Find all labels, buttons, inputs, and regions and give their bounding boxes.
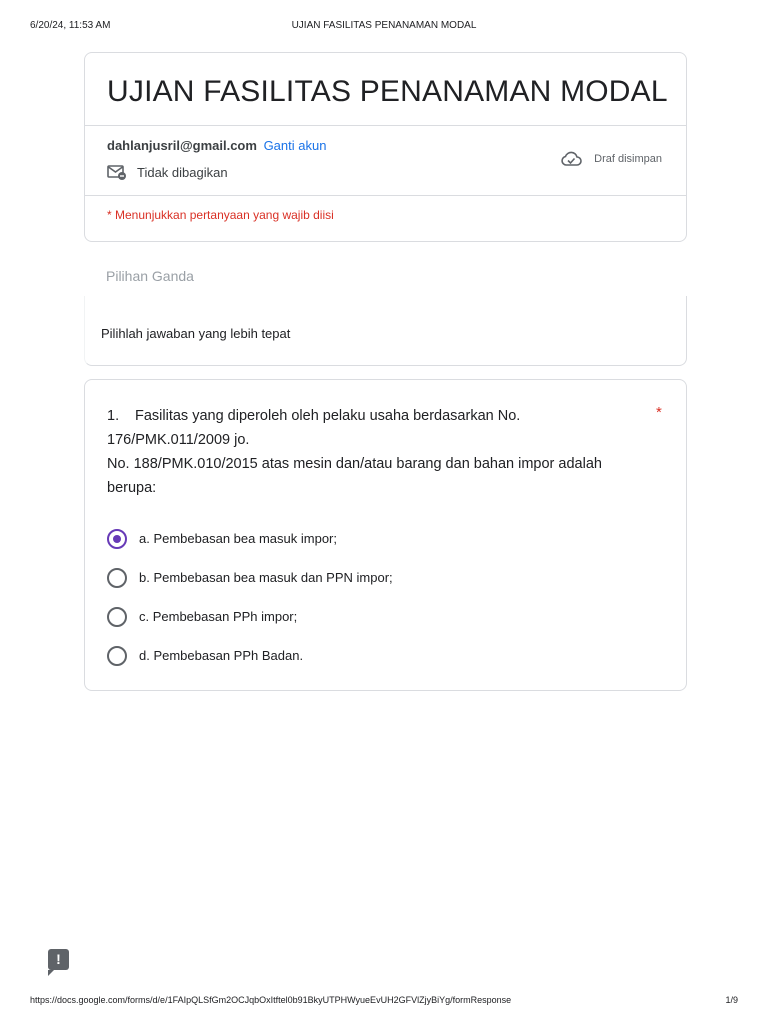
radio-button[interactable] (107, 568, 127, 588)
shared-status-label: Tidak dibagikan (137, 164, 228, 180)
radio-button[interactable] (107, 607, 127, 627)
option-label: b. Pembebasan bea masuk dan PPN impor; (139, 570, 393, 585)
option-label: d. Pembebasan PPh Badan. (139, 648, 304, 663)
section-description: Pilihlah jawaban yang lebih tepat (101, 326, 291, 341)
saved-status-label: Draf disimpan (594, 153, 662, 165)
print-header (0, 20, 768, 32)
required-note: * Menunjukkan pertanyaan yang wajib diisi (107, 208, 334, 222)
report-feedback-icon[interactable]: ! (48, 949, 69, 970)
question-number: 1. (107, 408, 120, 424)
shared-status (107, 164, 228, 180)
form-title: UJIAN FASILITAS PENANAMAN MODAL (107, 75, 668, 108)
option-c[interactable] (107, 597, 393, 636)
question-line-3: No. 188/PMK.010/2015 atas mesin dan/atau barang dan bahan impor adalah (107, 456, 602, 472)
form-header-card (84, 52, 687, 242)
question-line-1: Fasilitas yang diperoleh oleh pelaku usaha berdasarkan No. (135, 408, 521, 424)
option-label: c. Pembebasan PPh impor; (139, 609, 298, 624)
question-line-2: 176/PMK.011/2009 jo. (107, 432, 250, 448)
question-card (84, 379, 687, 691)
section-description-card (84, 296, 687, 366)
print-timestamp: 6/20/24, 11:53 AM (30, 20, 111, 31)
print-title: UJIAN FASILITAS PENANAMAN MODAL (291, 20, 477, 31)
account-info (107, 138, 326, 153)
radio-button[interactable] (107, 529, 127, 549)
question-text (107, 404, 647, 500)
cloud-done-icon (560, 151, 582, 167)
account-email: dahlanjusril@gmail.com (107, 138, 257, 153)
page-number: 1/9 (725, 995, 738, 1005)
switch-account-link[interactable]: Ganti akun (263, 138, 327, 153)
saved-status (560, 151, 662, 167)
answer-options (107, 519, 393, 675)
divider (85, 195, 686, 196)
option-b[interactable] (107, 558, 393, 597)
question-line-4: berupa: (107, 480, 157, 496)
page-url: https://docs.google.com/forms/d/e/1FAIpQLSfGm2OCJqbOxItftel0b91BkyUTPHWyueEvUH2GFVlZjyBiYg/formResponse (30, 995, 512, 1005)
print-footer (0, 995, 768, 1007)
divider (85, 125, 686, 126)
option-a[interactable] (107, 519, 393, 558)
option-label: a. Pembebasan bea masuk impor; (139, 531, 337, 546)
required-marker: * (656, 404, 662, 421)
option-d[interactable] (107, 636, 393, 675)
radio-button[interactable] (107, 646, 127, 666)
section-title: Pilihan Ganda (106, 268, 194, 284)
mail-not-shared-icon (107, 164, 127, 180)
